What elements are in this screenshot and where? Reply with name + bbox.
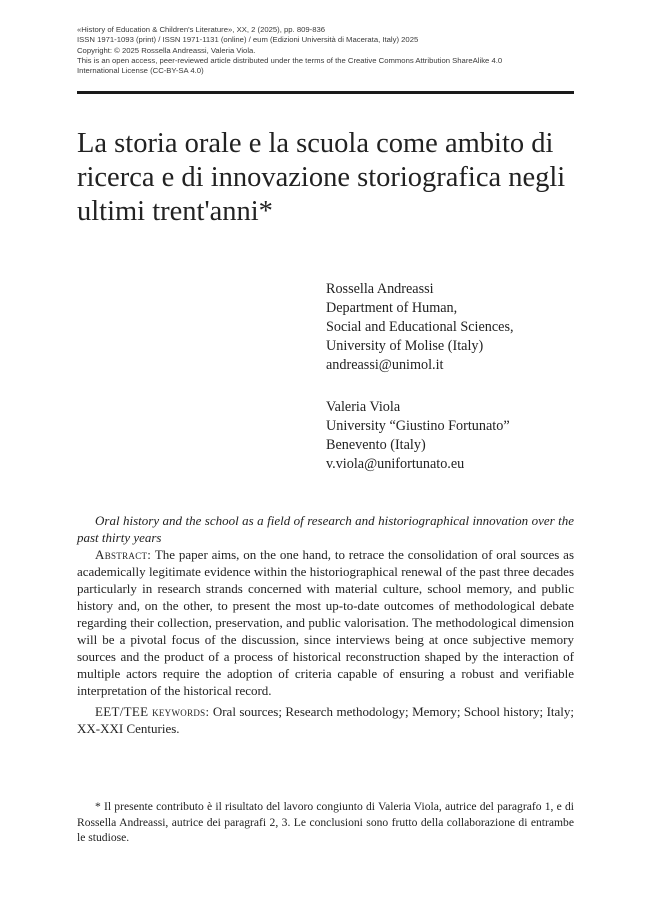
author-email: v.viola@unifortunato.eu: [326, 456, 465, 472]
journal-header: [77, 25, 574, 76]
title-line-1: La storia orale e la scuola come ambito di: [77, 128, 554, 159]
author-affiliation-line: University of Molise (Italy): [326, 338, 484, 354]
keywords-paragraph: [77, 703, 574, 737]
author-block-viola: [326, 398, 510, 474]
header-line-citation: «History of Education & Children's Literature», XX, 2 (2025), pp. 809-836: [77, 25, 326, 34]
author-name: Rossella Andreassi: [326, 281, 434, 297]
abstract-label: Abstract:: [95, 547, 152, 562]
author-affiliation-line: Social and Educational Sciences,: [326, 319, 514, 335]
author-affiliation-line: Benevento (Italy): [326, 437, 426, 453]
author-affiliation-line: University “Giustino Fortunato”: [326, 418, 510, 434]
header-rule: [77, 91, 574, 94]
abstract-paragraph: [77, 546, 574, 699]
author-name: Valeria Viola: [326, 399, 401, 415]
header-line-copyright: Copyright: © 2025 Rossella Andreassi, Valeria Viola.: [77, 45, 256, 55]
author-affiliation-line: Department of Human,: [326, 300, 458, 316]
keywords-label: EET/TEE keywords:: [95, 704, 210, 719]
header-line-license: This is an open access, peer-reviewed article distributed under the terms of the Creative Commons Attribution ShareAlike 4.0: [77, 55, 503, 65]
keywords-text: Oral sources; Research methodology; Memory; School history; Italy; XX-XXI Centuries.: [77, 704, 575, 736]
header-line-issn: ISSN 1971-1093 (print) / ISSN 1971-1131 (online) / eum (Edizioni Università di Macerata, Italy) 2025: [77, 35, 419, 45]
english-title: Oral history and the school as a field of research and historiographical innovation over the past thirty years: [77, 513, 574, 545]
header-line-license-cont: International License (CC-BY-SA 4.0): [77, 66, 204, 76]
title-line-2: ricerca e di innovazione storiografica negli: [77, 162, 566, 193]
title-line-3: ultimi trent'anni*: [77, 196, 273, 227]
author-email: andreassi@unimol.it: [326, 357, 444, 373]
article-title: [77, 127, 577, 229]
footnote: * Il presente contributo è il risultato del lavoro congiunto di Valeria Viola, autrice del paragrafo 1, e di Rossella Andreassi, autrice dei paragrafi 2, 3. Le conclusioni sono frutto della collaborazione di entrambe le studiose.: [77, 800, 574, 844]
abstract-text: The paper aims, on the one hand, to retrace the consolidation of oral sources as academically legitimate evidence within the historiographical renewal of the past three decades particularly in research strands concerned with material culture, school memory, and public history and, on the other, to present the most up-to-date outcomes of methodological debate regarding their collection, preservation, and public valorisation. The methodological dimension will be a pivotal focus of the discussion, since interviews being at once subjective memory sources and the product of a process of historical reconstruction shaped by the interaction of multiple actors require the adoption of criteria capable of ensuring a robust and verifiable interpretation of the historical record.: [77, 547, 575, 698]
abstract-section: [77, 512, 574, 737]
author-block-andreassi: [326, 280, 514, 375]
